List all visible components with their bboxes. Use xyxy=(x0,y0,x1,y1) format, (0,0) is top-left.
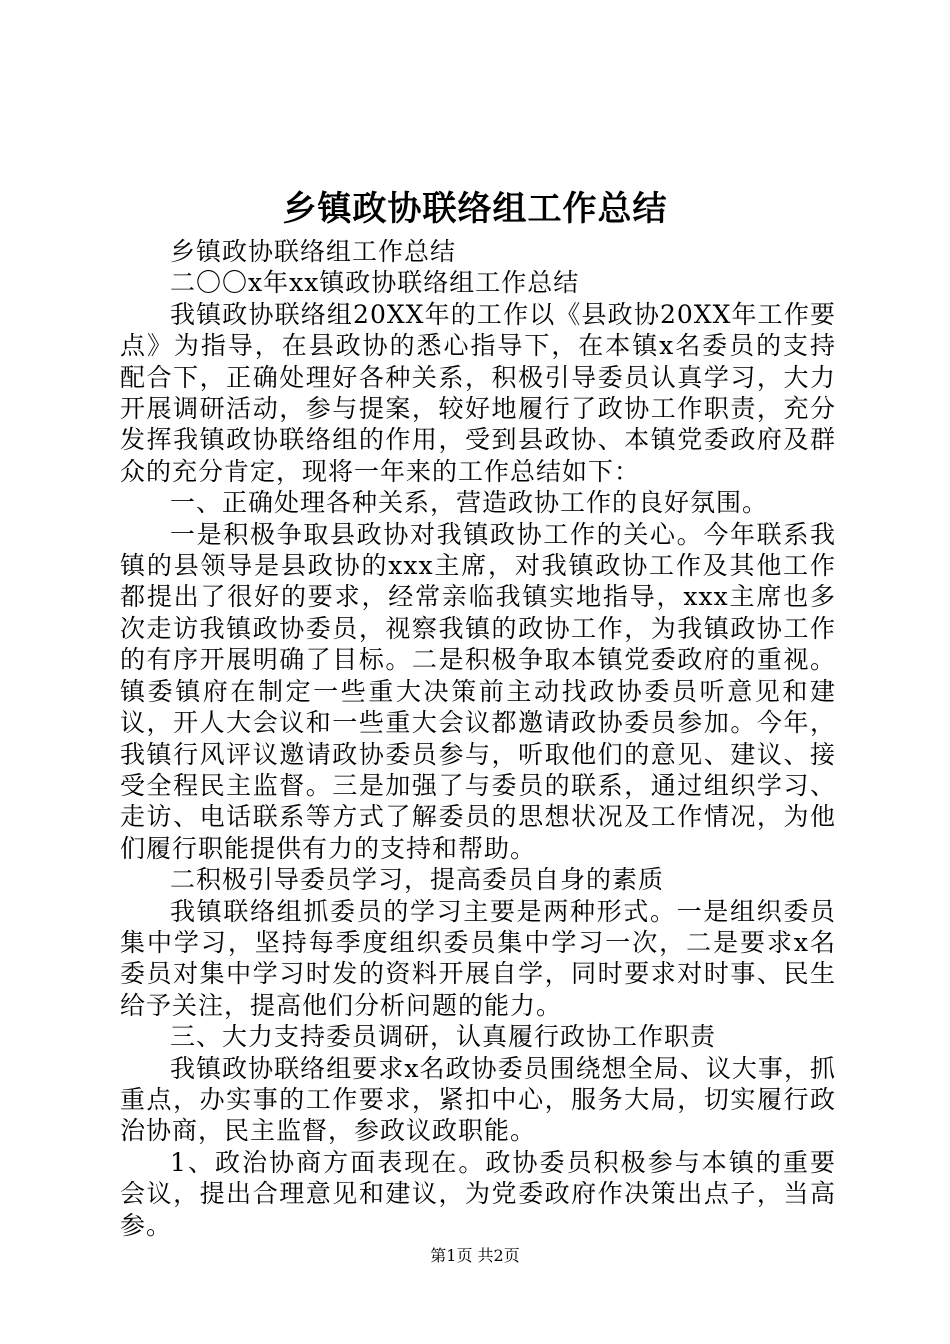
paragraph: 二〇〇x年xx镇政协联络组工作总结 xyxy=(170,268,580,298)
paragraph: 乡镇政协联络组工作总结 xyxy=(170,237,457,266)
paragraph: 我镇政协联络组要求x名政协委员围绕想全局、议大事，抓重点，办实事的工作要求，紧扣中心，服务大局，切实履行政治协商，民主监督，参政议政职能。 xyxy=(120,1053,836,1146)
section-heading: 一、正确处理各种关系，营造政协工作的良好氛围。 xyxy=(170,488,769,518)
document-title: 乡镇政协联络组工作总结 xyxy=(282,189,668,229)
section-heading: 二积极引导委员学习，提高委员自身的素质 xyxy=(170,865,665,895)
page-footer: 第1页 共2页 xyxy=(430,1246,520,1265)
paragraph: 我镇政协联络组20XX年的工作以《县政协20XX年工作要点》为指导，在县政协的悉心指导下，在本镇x名委员的支持配合下，正确处理好各种关系，积极引导委员认真学习，大力开展调研活动，参与提案，较好地履行了政协工作职责，充分发挥我镇政协联络组的作用，受到县政协、本镇党委政府及群众的充分肯定，现将一年来的工作总结如下： xyxy=(120,299,836,486)
paragraph: 1、政治协商方面表现在。政协委员积极参与本镇的重要会议，提出合理意见和建议，为党委政府作决策出点子，当高参。 xyxy=(120,1147,836,1240)
document-body xyxy=(120,236,836,1241)
paragraph: 一是积极争取县政协对我镇政协工作的关心。今年联系我镇的县领导是县政协的xxx主席，对我镇政协工作及其他工作都提出了很好的要求，经常亲临我镇实地指导，xxx主席也多次走访我镇政协委员，视察我镇的政协工作，为我镇政协工作的有序开展明确了目标。二是积极争取本镇党委政府的重视。镇委镇府在制定一些重大决策前主动找政协委员听意见和建议，开人大会议和一些重大会议都邀请政协委员参加。今年，我镇行风评议邀请政协委员参与，听取他们的意见、建议、接受全程民主监督。三是加强了与委员的联系，通过组织学习、走访、电话联系等方式了解委员的思想状况及工作情况，为他们履行职能提供有力的支持和帮助。 xyxy=(120,519,836,863)
section-heading: 三、大力支持委员调研，认真履行政协工作职责 xyxy=(170,1022,717,1052)
paragraph: 我镇联络组抓委员的学习主要是两种形式。一是组织委员集中学习，坚持每季度组织委员集中学习一次，二是要求x名委员对集中学习时发的资料开展自学，同时要求对时事、民生给予关注，提高他们分析问题的能力。 xyxy=(120,896,836,1020)
